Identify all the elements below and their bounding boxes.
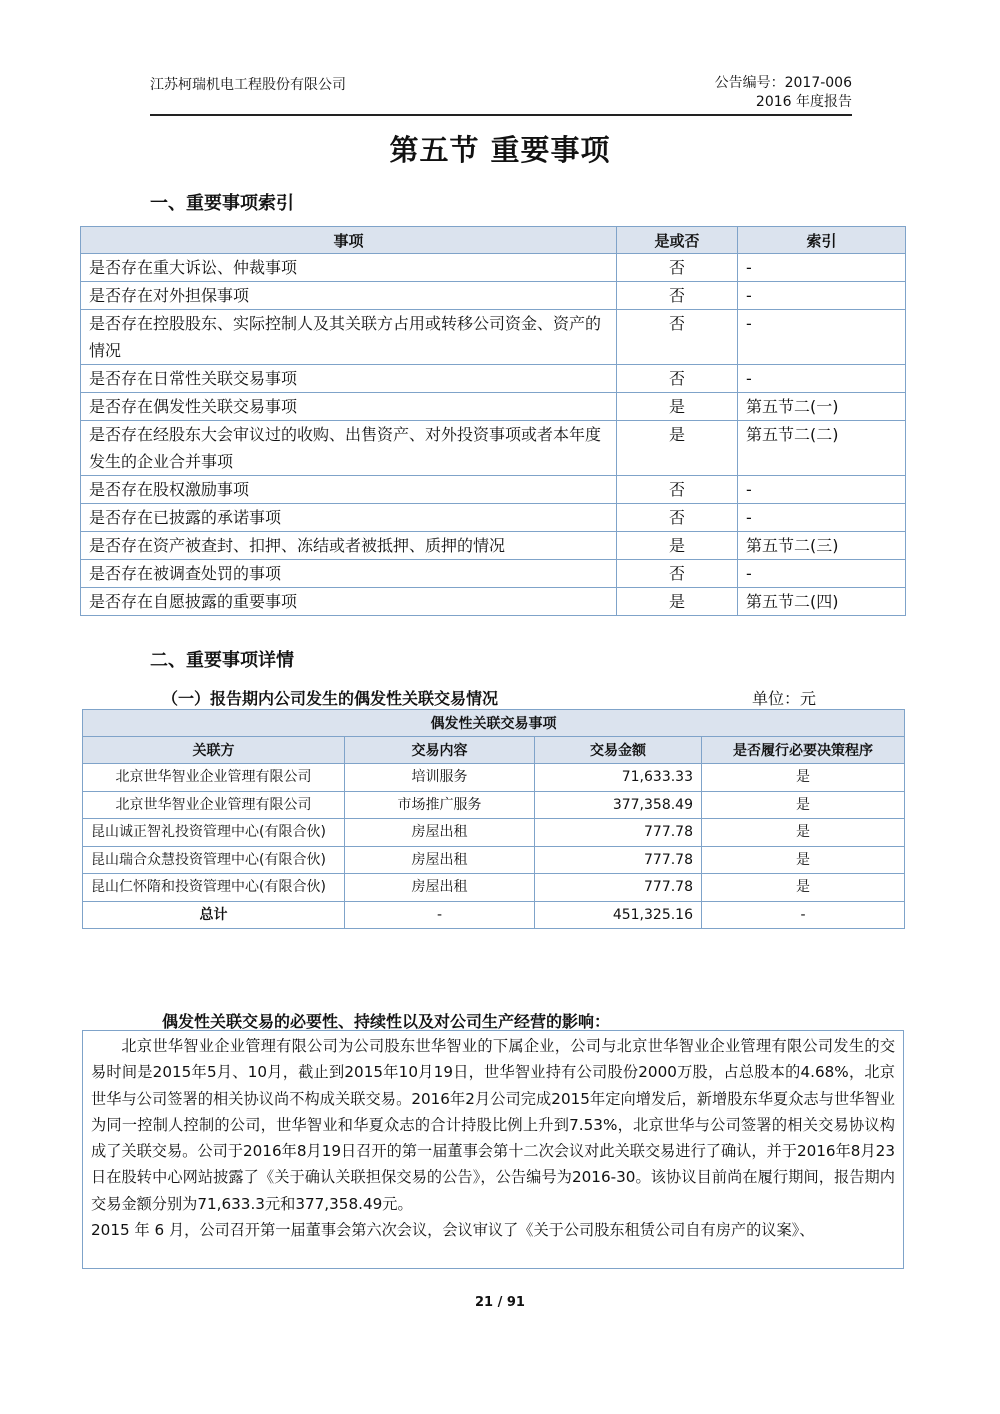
index-table: [80, 226, 906, 616]
table-row: [83, 791, 905, 819]
procedure-cell: 是: [702, 846, 905, 874]
amount-cell: 71,633.33: [535, 764, 702, 792]
table-row: [81, 421, 906, 476]
table-row: [81, 393, 906, 421]
table-row: [81, 588, 906, 616]
procedure-cell: 是: [702, 791, 905, 819]
yes-no-cell: 是: [617, 532, 738, 560]
details-heading: 二、重要事项详情: [150, 650, 294, 671]
item-cell: 是否存在日常性关联交易事项: [81, 365, 617, 393]
amount-cell: 777.78: [535, 846, 702, 874]
item-cell: 是否存在重大诉讼、仲裁事项: [81, 254, 617, 282]
table-row: [83, 819, 905, 847]
total-procedure: -: [702, 901, 905, 929]
column-header-amount: 交易金额: [535, 737, 702, 764]
total-label: 总计: [83, 901, 345, 929]
item-cell: 是否存在偶发性关联交易事项: [81, 393, 617, 421]
column-header-yes-no: 是或否: [617, 227, 738, 254]
item-cell: 是否存在控股股东、实际控制人及其关联方占用或转移公司资金、资产的情况: [81, 310, 617, 365]
table-row: [81, 476, 906, 504]
table-row: [83, 846, 905, 874]
header-right: [715, 74, 852, 112]
section-title: 第五节 重要事项: [389, 133, 611, 167]
yes-no-cell: 否: [617, 282, 738, 310]
column-header-procedure: 是否履行必要决策程序: [702, 737, 905, 764]
related-transactions-table: [82, 709, 905, 929]
party-cell: 昆山诚正智礼投资管理中心(有限合伙): [83, 819, 345, 847]
index-heading: 一、重要事项索引: [150, 193, 294, 214]
content-cell: 市场推广服务: [345, 791, 535, 819]
yes-no-cell: 是: [617, 588, 738, 616]
table-row: [81, 504, 906, 532]
table-row: [81, 254, 906, 282]
report-name: 2016 年度报告: [755, 94, 852, 110]
unit-label: 单位：元: [752, 689, 817, 708]
column-header-item: 事项: [81, 227, 617, 254]
total-amount: 451,325.16: [535, 901, 702, 929]
impact-box: [82, 1030, 904, 1269]
yes-no-cell: 否: [617, 365, 738, 393]
item-cell: 是否存在资产被查封、扣押、冻结或者被抵押、质押的情况: [81, 532, 617, 560]
party-cell: 北京世华智业企业管理有限公司: [83, 791, 345, 819]
yes-no-cell: 否: [617, 254, 738, 282]
index-cell: 第五节二(二): [738, 421, 906, 476]
table-row: [81, 365, 906, 393]
index-cell: -: [738, 254, 906, 282]
total-content: -: [345, 901, 535, 929]
yes-no-cell: 否: [617, 476, 738, 504]
item-cell: 是否存在对外担保事项: [81, 282, 617, 310]
item-cell: 是否存在已披露的承诺事项: [81, 504, 617, 532]
index-cell: 第五节二(一): [738, 393, 906, 421]
index-cell: -: [738, 560, 906, 588]
impact-paragraph: 2015 年 6 月，公司召开第一届董事会第六次会议，会议审议了《关于公司股东租赁公司自有房产的议案》、: [91, 1221, 815, 1240]
yes-no-cell: 是: [617, 393, 738, 421]
index-cell: -: [738, 365, 906, 393]
column-header-content: 交易内容: [345, 737, 535, 764]
table-title-row: [83, 710, 905, 737]
yes-no-cell: 否: [617, 560, 738, 588]
content-cell: 房屋出租: [345, 819, 535, 847]
content-cell: 房屋出租: [345, 874, 535, 902]
amount-cell: 777.78: [535, 819, 702, 847]
impact-title: 偶发性关联交易的必要性、持续性以及对公司生产经营的影响：: [162, 1012, 611, 1031]
table-row: [81, 532, 906, 560]
table-row: [83, 764, 905, 792]
column-header-party: 关联方: [83, 737, 345, 764]
table-row: [81, 560, 906, 588]
index-cell: 第五节二(四): [738, 588, 906, 616]
yes-no-cell: 否: [617, 310, 738, 365]
table-title: 偶发性关联交易事项: [83, 710, 905, 737]
tx-table-header: [83, 737, 905, 764]
item-cell: 是否存在自愿披露的重要事项: [81, 588, 617, 616]
index-cell: -: [738, 310, 906, 365]
procedure-cell: 是: [702, 819, 905, 847]
page-header: [150, 72, 852, 116]
item-cell: 是否存在被调查处罚的事项: [81, 560, 617, 588]
column-header-index: 索引: [738, 227, 906, 254]
party-cell: 北京世华智业企业管理有限公司: [83, 764, 345, 792]
index-cell: -: [738, 476, 906, 504]
related-transactions-subheading: （一）报告期内公司发生的偶发性关联交易情况: [162, 689, 499, 708]
item-cell: 是否存在股权激励事项: [81, 476, 617, 504]
announcement-number: 公告编号：2017-006: [714, 75, 852, 91]
table-row: [81, 282, 906, 310]
item-cell: 是否存在经股东大会审议过的收购、出售资产、对外投资事项或者本年度发生的企业合并事项: [81, 421, 617, 476]
index-cell: 第五节二(三): [738, 532, 906, 560]
table-row: [83, 874, 905, 902]
index-cell: -: [738, 504, 906, 532]
page-number: 21 / 91: [475, 1295, 525, 1310]
index-cell: -: [738, 282, 906, 310]
amount-cell: 377,358.49: [535, 791, 702, 819]
amount-cell: 777.78: [535, 874, 702, 902]
content-cell: 培训服务: [345, 764, 535, 792]
yes-no-cell: 是: [617, 421, 738, 476]
party-cell: 昆山仁怀隋和投资管理中心(有限合伙): [83, 874, 345, 902]
company-name: 江苏柯瑞机电工程股份有限公司: [150, 77, 346, 93]
procedure-cell: 是: [702, 764, 905, 792]
content-cell: 房屋出租: [345, 846, 535, 874]
impact-paragraph: 北京世华智业企业管理有限公司为公司股东世华智业的下属企业，公司与北京世华智业企业管理有限公司发生的交易时间是2015年5月、10月，截止到2015年10月19日，世华智业持有公司股份2000万股，占总股本的4.68%，北京世华与公司签署的相关协议尚不构成关联交易。2016年2月公司完成2015年定向增发后，新增股东华夏众志与世华智业为同一控制人控制的公司，世华智业和华夏众志的合计持股比例上升到7.53%，北京世华与公司签署的相关交易协议构成了关联交易。公司于2016年8月19日召开的第一届董事会第十二次会议对此关联交易进行了确认，并于2016年8月23日在股转中心网站披露了《关于确认关联担保交易的公告》，公告编号为2016-30。该协议目前尚在履行期间，报告期内交易金额分别为71,633.3元和377,358.49元。: [91, 1037, 895, 1213]
table-row: [81, 310, 906, 365]
total-row: [83, 901, 905, 929]
yes-no-cell: 否: [617, 504, 738, 532]
procedure-cell: 是: [702, 874, 905, 902]
index-table-header: [81, 227, 906, 254]
party-cell: 昆山瑞合众慧投资管理中心(有限合伙): [83, 846, 345, 874]
